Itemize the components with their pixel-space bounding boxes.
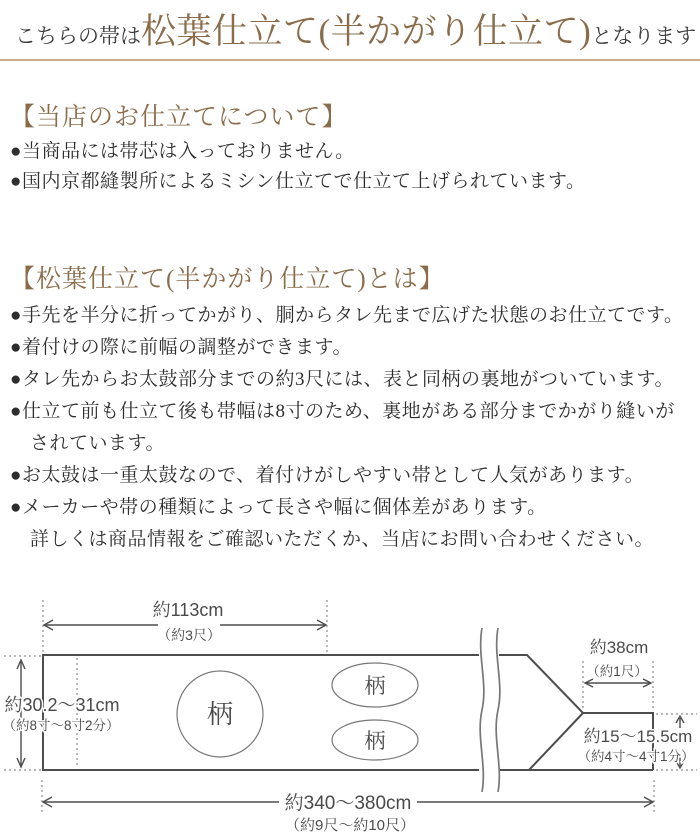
bullet-line: ●仕立て前も仕立て後も帯幅は8寸のため、裏地がある部分までかがり縫いが (10, 401, 675, 422)
bullet-line: ●当商品には帯芯は入っておりません。 (10, 141, 355, 162)
obi-outline (43, 655, 653, 770)
break-mark (480, 628, 500, 792)
bullet-line: ●メーカーや帯の種類によって長さや幅に個体差があります。 (10, 497, 547, 518)
label-width-full-shaku: （約8寸〜8寸2分） (2, 718, 120, 733)
title-suffix: となります (591, 24, 697, 48)
label-top-length-cm: 約113cm (152, 600, 224, 620)
label-tesaki-shaku: （約1尺） (586, 664, 648, 679)
label-tesaki-cm: 約38cm (589, 638, 649, 657)
label-width-half-cm: 約15〜15.5cm (583, 727, 693, 746)
matsuba-heading: 【松葉仕立て(半かがり仕立て)とは】 (10, 266, 445, 293)
label-pattern-bottom: 柄 (364, 730, 386, 753)
bullet-line: ●手先を半分に折ってかがり、胴からタレ先まで広げた状態のお仕立てです。 (10, 305, 684, 326)
label-width-full-cm: 約30.2〜31cm (4, 695, 120, 715)
bullet-line: ●着付けの際に前幅の調整ができます。 (10, 337, 352, 358)
title-main-accent: 松葉仕立て(半かがり仕立て) (141, 12, 592, 51)
label-total-length-shaku: （約9尺〜約10尺） (284, 817, 416, 834)
page-title (15, 10, 696, 61)
arrow-38cm (585, 679, 651, 687)
bullet-line: ●国内京都縫製所によるミシン仕立てで仕立て上げられています。 (10, 171, 586, 192)
label-top-length-shaku: （約3尺） (157, 627, 221, 643)
shop-tailoring-list (10, 137, 585, 197)
shop-tailoring-heading: 【当店のお仕立てについて】 (10, 104, 348, 131)
continuation-line: されています。 (30, 433, 165, 454)
bullet-line: ●タレ先からお太鼓部分までの約3尺には、表と同柄の裏地がついています。 (10, 369, 674, 390)
title-prefix: こちらの帯は (15, 24, 141, 48)
matsuba-list (10, 300, 683, 556)
bullet-line: ●お太鼓は一重太鼓なので、着付けがしやすい帯として人気があります。 (10, 465, 645, 486)
header-divider (0, 59, 700, 61)
label-total-length-cm: 約340〜380cm (284, 793, 412, 814)
obi-diagram (0, 588, 700, 840)
label-width-half-shaku: （約4寸〜4寸1分） (577, 749, 695, 764)
label-pattern-large: 柄 (206, 699, 234, 729)
continuation-line: 詳しくは商品情報をご確認いただくか、当店にお問い合わせください。 (30, 529, 655, 550)
label-pattern-top: 柄 (364, 675, 386, 698)
